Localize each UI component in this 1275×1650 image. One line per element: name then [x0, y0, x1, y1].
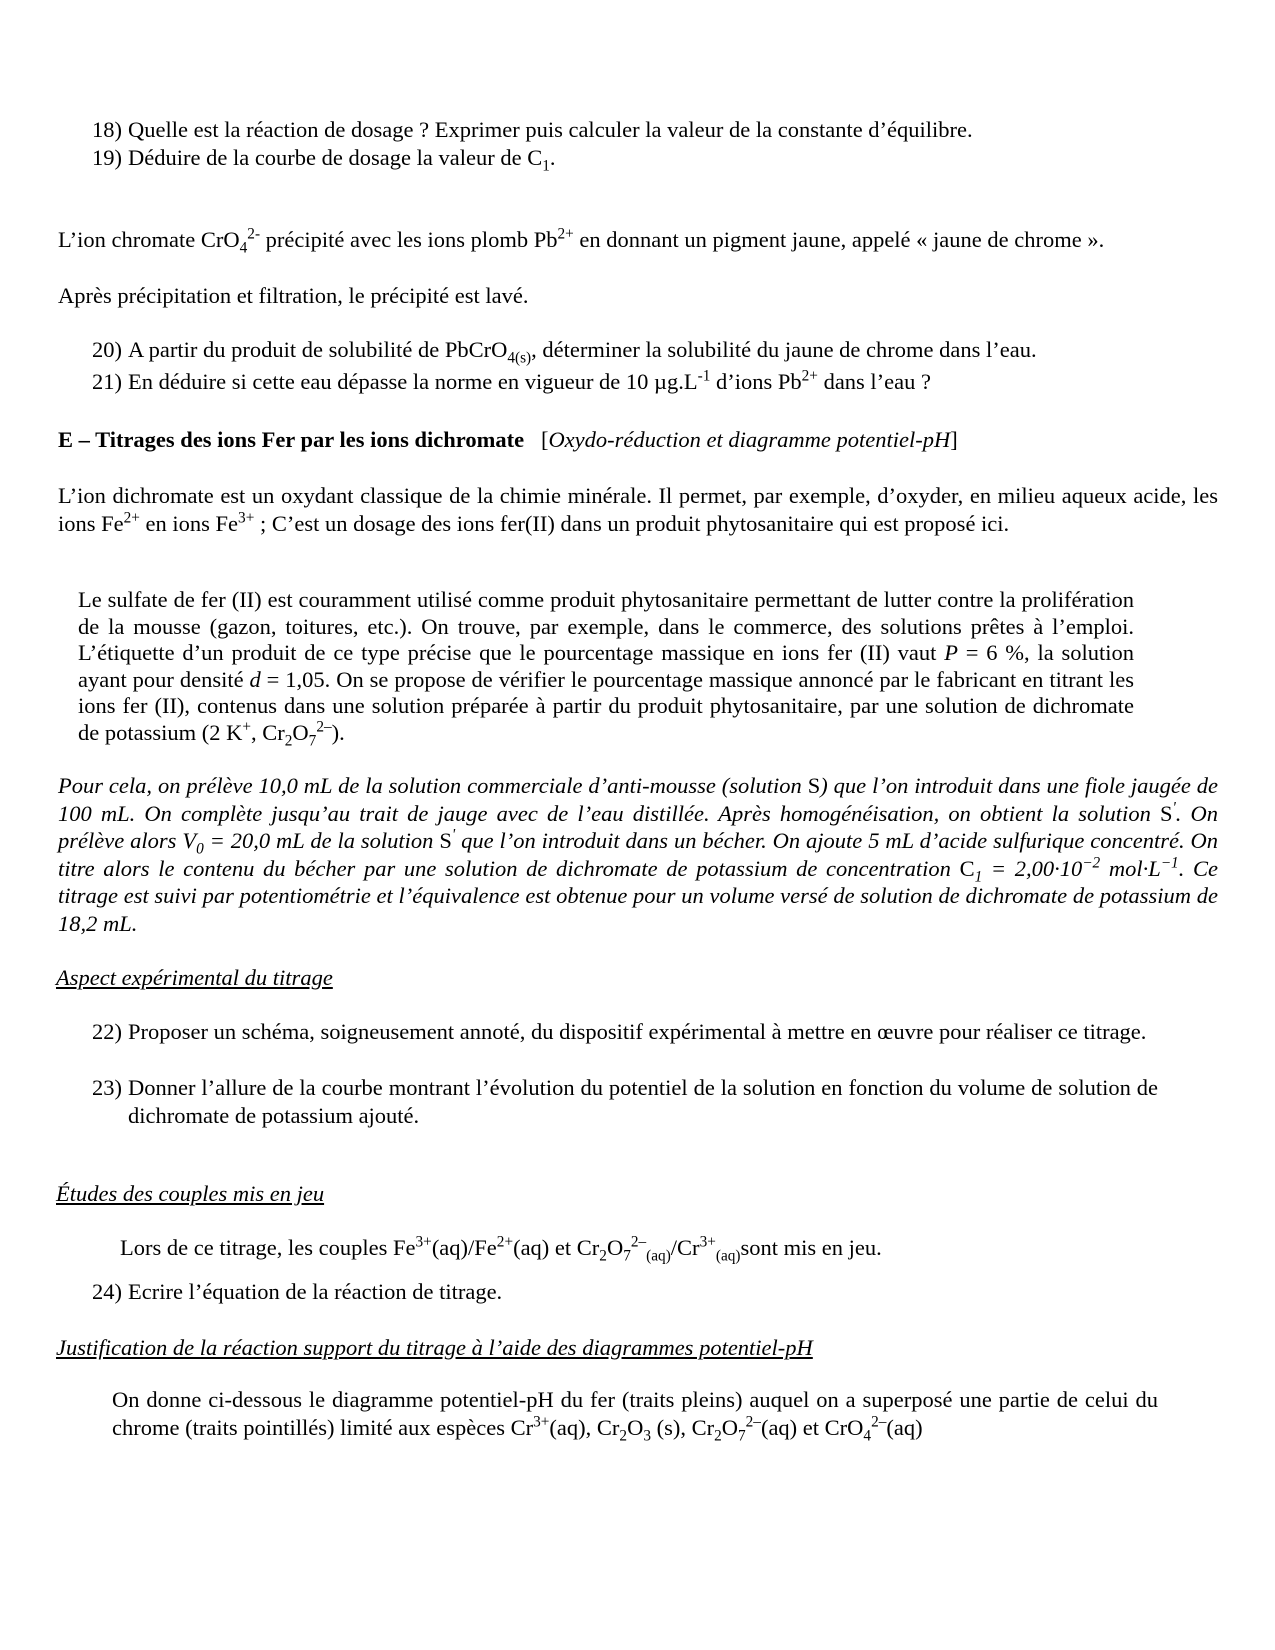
question-20: [92, 336, 1192, 367]
question-21: [92, 368, 1192, 396]
chromate-paragraph: L’ion chromate CrO$_4^{2-}$ précipité avec les ions plomb $Pb^{2+}$ en donnant un pigment jaune, appelé « jaune de chrome ».: [58, 225, 1105, 257]
protocol-paragraph: Pour cela, on prélève 10,0 mL de la solution commerciale d’anti-mousse (solution S) que l’on introduit dans une fiole jaugée de 100 mL. On complète jusqu’au trait de jauge avec de l’eau distillée. Après homogénéisation, on obtient la solution S'. On prélève alors $V_0 = 20,0$ mL de la solution S' que l’on introduit dans un bécher. On ajoute 5 mL d’acide sulfurique concentré. On titre alors le contenu du bécher par une solution de dichromate de potassium de concentration $C_1 = 2,00\cdot 10^{-2}$ $mol\cdot L^{-1}$. Ce titrage est suivi par potentiométrie et l’équivalence est obtenue pour un volume versé de solution de dichromate de potassium de 18,2 mL.: [58, 773, 1219, 936]
question-text: Proposer un schéma, soigneusement annoté, du dispositif expérimental à mettre en œuvre pour réaliser ce titrage.: [128, 1019, 1147, 1044]
section-tag: Oxydo-réduction et diagramme potentiel-pH: [548, 427, 951, 452]
question-18: [92, 116, 1192, 144]
question-text: Ecrire l’équation de la réaction de titrage.: [128, 1279, 503, 1304]
question-number: 18): [92, 117, 122, 142]
etudes-heading: Études des couples mis en jeu: [56, 1181, 325, 1206]
couples-sentence: Lors de ce titrage, les couples $Fe^{3+}(aq)/Fe^{2+}(aq)$ et $Cr_2O_7^{2-}_{(aq)}/Cr^{3+}_{(aq)}sont$ mis en jeu.: [120, 1233, 882, 1265]
dichromate-intro: L’ion dichromate est un oxydant classique de la chimie minérale. Il permet, par exemple, d’oxyder, en milieu aqueux acide, les ions $Fe^{2+}$ en ions $Fe^{3+}$ ; C’est un dosage des ions fer(II) dans un produit phytosanitaire qui est proposé ici.: [58, 483, 1218, 536]
question-text: En déduire si cette eau dépasse la norme en vigueur de 10 $\mu g.L^{-1}$ d’ions $Pb^{2+}$ dans l’eau ?: [128, 367, 932, 394]
precipitate-sentence: Après précipitation et filtration, le précipité est lavé.: [58, 283, 529, 308]
justification-heading: Justification de la réaction support du titrage à l’aide des diagrammes potentiel-pH: [56, 1335, 813, 1360]
question-19: [92, 144, 1192, 175]
question-text: Quelle est la réaction de dosage ? Exprimer puis calculer la valeur de la constante d’équilibre.: [128, 117, 973, 142]
question-24: [92, 1278, 1158, 1306]
question-number: 21): [92, 369, 122, 394]
question-text: A partir du produit de solubilité de PbCrO$_{4(s)}$, déterminer la solubilité du jaune de chrome dans l’eau.: [128, 337, 1037, 367]
question-number: 24): [92, 1279, 122, 1304]
section-title: E – Titrages des ions Fer par les ions dichromate: [58, 427, 525, 452]
question-number: 22): [92, 1019, 122, 1044]
question-number: 20): [92, 337, 122, 362]
diagram-paragraph: On donne ci-dessous le diagramme potentiel-pH du fer (traits pleins) auquel on a superposé une partie de celui du chrome (traits pointillés) limité aux espèces $Cr^{3+}(aq)$, $Cr_2O_3$ (s), $Cr_2O_7^{2-}(aq)$ et CrO$_4^{2-}$(aq): [112, 1387, 1158, 1445]
question-22: [92, 1018, 1158, 1046]
question-text: Donner l’allure de la courbe montrant l’évolution du potentiel de la solution en fonction du volume de solution de dichromate de potassium ajouté.: [128, 1075, 1158, 1128]
section-e-heading: E – Titrages des ions Fer par les ions dichromate [Oxydo-réduction et diagramme potentiel-pH]: [58, 427, 958, 452]
question-text: Déduire de la courbe de dosage la valeur de $C_1$.: [128, 145, 556, 175]
sulfate-paragraph: Le sulfate de fer (II) est couramment utilisé comme produit phytosanitaire permettant de lutter contre la prolifération de la mousse (gazon, toitures, etc.). On trouve, par exemple, dans le commerce, des solutions prêtes à l’emploi. L’étiquette d’un produit de ce type précise que le pourcentage massique en ions fer (II) vaut P = 6 %, la solution ayant pour densité d = 1,05. On se propose de vérifier le pourcentage massique annoncé par le fabricant en titrant les ions fer (II), contenus dans une solution préparée à partir du produit phytosanitaire, par une solution de dichromate de potassium (2 K+, $Cr_2O_7^{2-}$).: [78, 587, 1134, 749]
question-number: 23): [92, 1075, 122, 1100]
aspect-heading: Aspect expérimental du titrage: [56, 965, 333, 990]
question-23: [92, 1074, 1158, 1130]
question-number: 19): [92, 145, 122, 170]
